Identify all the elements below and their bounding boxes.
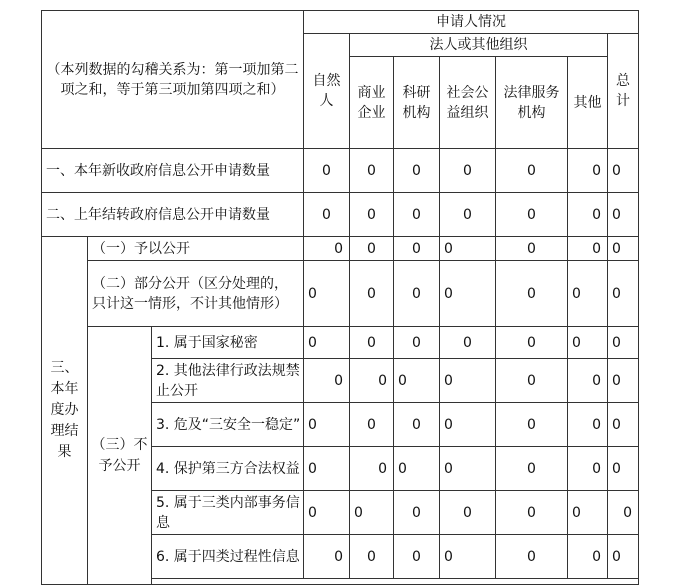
row-label: 6. 属于四类过程性信息	[152, 535, 304, 579]
value-cell: 0	[440, 149, 496, 193]
value-cell: 0	[496, 261, 568, 327]
value-cell: 0	[304, 193, 350, 237]
value-cell: 0	[394, 327, 440, 359]
value-cell: 0	[496, 237, 568, 261]
value-cell: 0	[440, 193, 496, 237]
value-cell: 0	[440, 237, 496, 261]
col-research: 科研机构	[394, 57, 440, 149]
spacer-cell	[152, 579, 639, 585]
value-cell: 0	[440, 327, 496, 359]
col-natural-person: 自然人	[304, 34, 350, 149]
value-cell: 0	[394, 447, 440, 491]
value-cell: 0	[350, 359, 394, 403]
value-cell: 0	[440, 403, 496, 447]
value-cell: 0	[394, 149, 440, 193]
value-cell: 0	[304, 359, 350, 403]
row-label: 3. 危及“三安全一稳定”	[152, 403, 304, 447]
value-cell: 0	[394, 261, 440, 327]
value-cell: 0	[608, 327, 639, 359]
value-cell: 0	[608, 237, 639, 261]
value-cell: 0	[350, 447, 394, 491]
value-cell: 0	[496, 327, 568, 359]
row-new-requests	[42, 149, 639, 193]
value-cell: 0	[350, 535, 394, 579]
value-cell: 0	[304, 535, 350, 579]
row-label: 4. 保护第三方合法权益	[152, 447, 304, 491]
row-granted	[42, 237, 639, 261]
value-cell: 0	[568, 403, 608, 447]
col-total: 总计	[608, 34, 639, 149]
value-cell: 0	[304, 403, 350, 447]
section-results-label: 三、本年度办理结果	[42, 237, 88, 585]
value-cell: 0	[350, 403, 394, 447]
value-cell: 0	[568, 535, 608, 579]
value-cell: 0	[608, 359, 639, 403]
col-other: 其他	[568, 57, 608, 149]
value-cell: 0	[350, 327, 394, 359]
value-cell: 0	[608, 261, 639, 327]
col-legal-service: 法律服务机构	[496, 57, 568, 149]
value-cell: 0	[568, 447, 608, 491]
value-cell: 0	[608, 491, 639, 535]
value-cell: 0	[568, 359, 608, 403]
value-cell: 0	[394, 359, 440, 403]
value-cell: 0	[350, 491, 394, 535]
row-carryover-requests	[42, 193, 639, 237]
value-cell: 0	[608, 447, 639, 491]
row-label: （二）部分公开（区分处理的，只计这一情形，不计其他情形）	[88, 261, 304, 327]
statistics-table	[41, 10, 639, 585]
col-public-welfare: 社会公益组织	[440, 57, 496, 149]
row-label: 1. 属于国家秘密	[152, 327, 304, 359]
value-cell: 0	[394, 403, 440, 447]
applicant-group-header: 申请人情况	[304, 11, 639, 34]
value-cell: 0	[496, 491, 568, 535]
value-cell: 0	[608, 535, 639, 579]
value-cell: 0	[394, 237, 440, 261]
value-cell: 0	[350, 149, 394, 193]
row-partial	[42, 261, 639, 327]
value-cell: 0	[304, 261, 350, 327]
value-cell: 0	[608, 149, 639, 193]
row-label: 一、本年新收政府信息公开申请数量	[42, 149, 304, 193]
value-cell: 0	[568, 193, 608, 237]
value-cell: 0	[568, 149, 608, 193]
value-cell: 0	[496, 193, 568, 237]
value-cell: 0	[304, 327, 350, 359]
value-cell: 0	[394, 535, 440, 579]
value-cell: 0	[440, 535, 496, 579]
header-row-1	[42, 11, 639, 34]
value-cell: 0	[568, 237, 608, 261]
value-cell: 0	[496, 535, 568, 579]
value-cell: 0	[304, 149, 350, 193]
value-cell: 0	[608, 193, 639, 237]
value-cell: 0	[304, 237, 350, 261]
note-cell: （本列数据的勾稽关系为：第一项加第二项之和，等于第三项加第四项之和）	[42, 11, 304, 149]
value-cell: 0	[350, 237, 394, 261]
value-cell: 0	[394, 193, 440, 237]
value-cell: 0	[440, 359, 496, 403]
value-cell: 0	[440, 447, 496, 491]
value-cell: 0	[350, 193, 394, 237]
value-cell: 0	[496, 447, 568, 491]
row-label: 5. 属于三类内部事务信息	[152, 491, 304, 535]
row-label: 2. 其他法律行政法规禁止公开	[152, 359, 304, 403]
value-cell: 0	[394, 491, 440, 535]
value-cell: 0	[496, 149, 568, 193]
value-cell: 0	[496, 359, 568, 403]
value-cell: 0	[568, 327, 608, 359]
row-label: （一）予以公开	[88, 237, 304, 261]
value-cell: 0	[608, 403, 639, 447]
value-cell: 0	[350, 261, 394, 327]
value-cell: 0	[440, 491, 496, 535]
deny-group-label: （三）不予公开	[88, 327, 152, 585]
legal-group-header: 法人或其他组织	[350, 34, 608, 57]
value-cell: 0	[304, 491, 350, 535]
row-label: 二、上年结转政府信息公开申请数量	[42, 193, 304, 237]
value-cell: 0	[440, 261, 496, 327]
col-business: 商业企业	[350, 57, 394, 149]
value-cell: 0	[568, 491, 608, 535]
value-cell: 0	[304, 447, 350, 491]
value-cell: 0	[568, 261, 608, 327]
value-cell: 0	[496, 403, 568, 447]
row-deny-1	[42, 327, 639, 359]
